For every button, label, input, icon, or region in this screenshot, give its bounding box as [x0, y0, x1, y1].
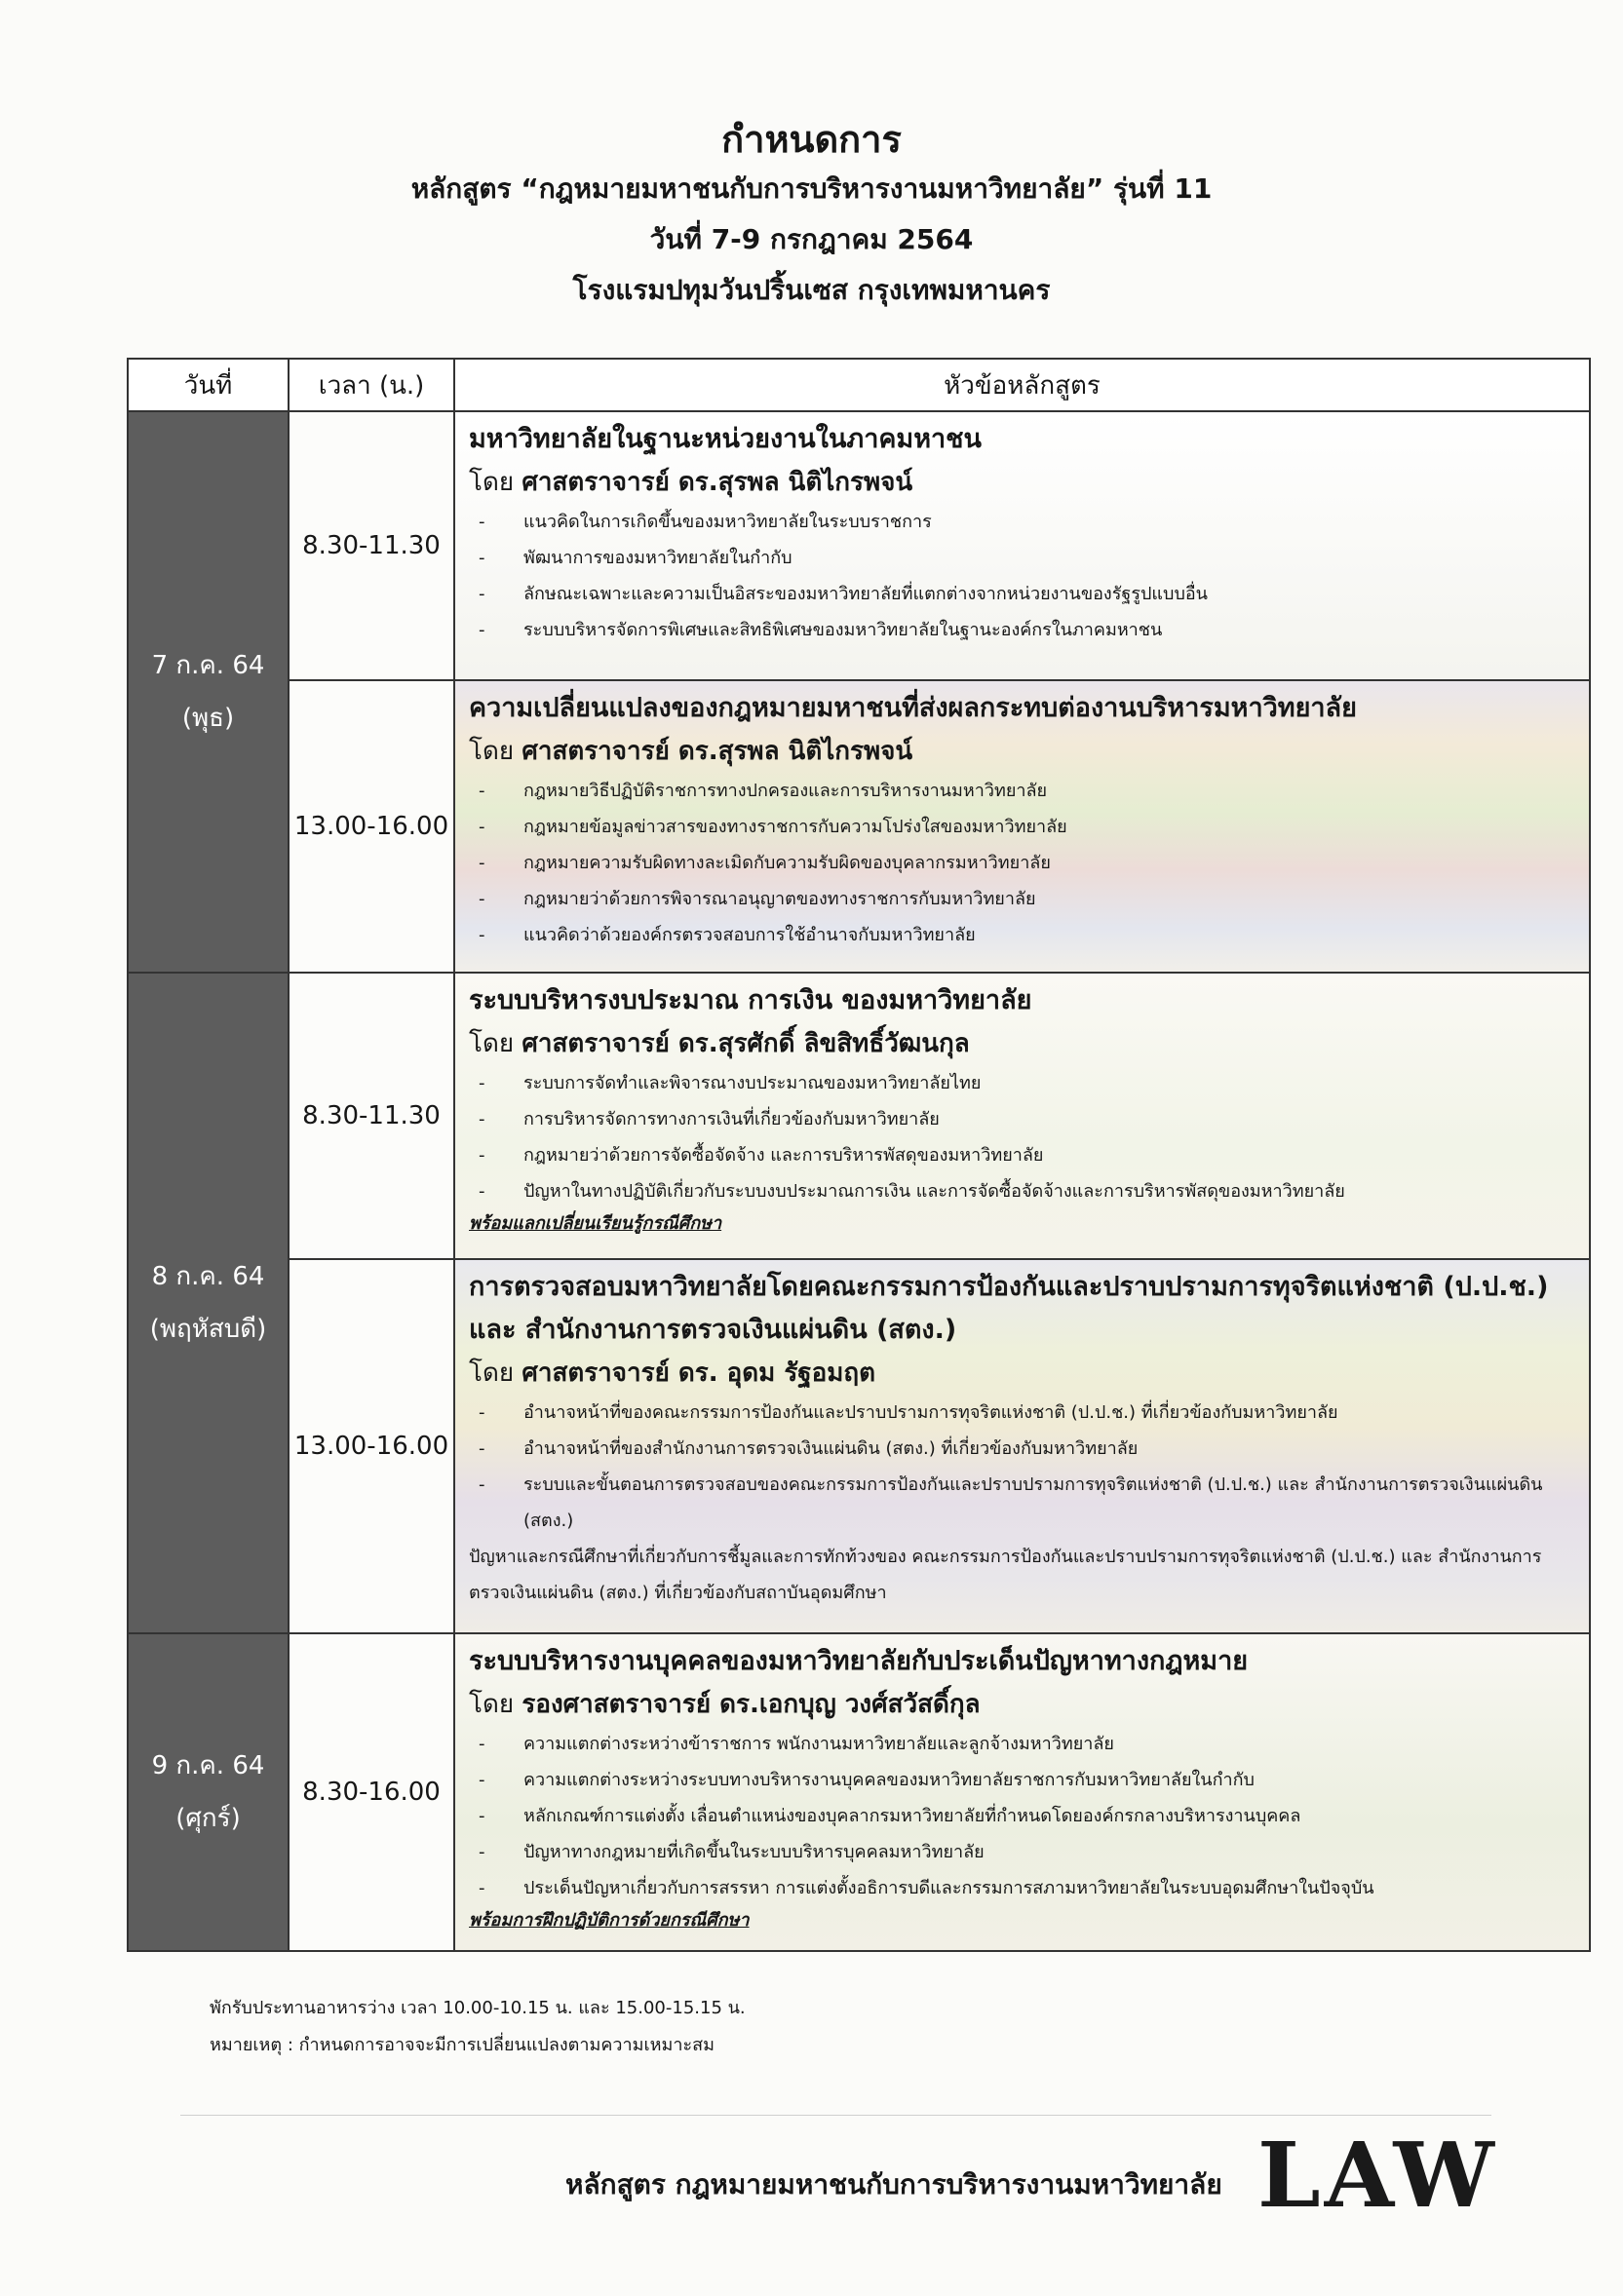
remark-note: หมายเหตุ : กำหนดการอาจจะมีการเปลี่ยนแปลงตามความเหมาะสม — [210, 2035, 715, 2055]
lecturer-name: ศาสตราจารย์ ดร. อุดม รัฐอมฤต — [522, 1358, 876, 1388]
topic-title: มหาวิทยาลัยในฐานะหน่วยงานในภาคมหาชน — [469, 424, 982, 454]
day-weekday: (พุธ) — [181, 704, 235, 733]
topic-title-line2: และ สำนักงานการตรวจเงินแผ่นดิน (สตง.) — [469, 1315, 957, 1345]
time-cell: 8.30-16.00 — [289, 1633, 454, 1951]
list-item: - กฎหมายความรับผิดทางละเมิดกับความรับผิดของบุคลากรมหาวิทยาลัย — [479, 845, 1575, 881]
break-note: พักรับประทานอาหารว่าง เวลา 10.00-10.15 น. และ 15.00-15.15 น. — [210, 1998, 746, 2018]
topic-title: ระบบบริหารงบประมาณ การเงิน ของมหาวิทยาลัย — [469, 985, 1032, 1015]
topic-cell — [454, 411, 1590, 680]
lecturer-name: ศาสตราจารย์ ดร.สุรพล นิติไกรพจน์ — [522, 468, 913, 497]
list-item: - พัฒนาการของมหาวิทยาลัยในกำกับ — [479, 540, 1575, 576]
topic-title: ความเปลี่ยนแปลงของกฎหมายมหาชนที่ส่งผลกระทบต่องานบริหารมหาวิทยาลัย — [469, 693, 1357, 723]
law-logo: LAW — [1257, 2123, 1498, 2228]
list-item: - อำนาจหน้าที่ของสำนักงานการตรวจเงินแผ่นดิน (สตง.) ที่เกี่ยวข้องกับมหาวิทยาลัย — [479, 1431, 1575, 1467]
session-extra: ปัญหาและกรณีศึกษาที่เกี่ยวกับการชี้มูลและการทักท้วงของ คณะกรรมการป้องกันและปราบปรามการทุจริตแห่งชาติ (ป.ป.ช.) และ สำนักงานการตรวจเงินแผ่นดิน (สตง.) ที่เกี่ยวข้องกับสถาบันอุดมศึกษา — [469, 1547, 1542, 1603]
lecturer-name: ศาสตราจารย์ ดร.สุรศักดิ์ ลิขสิทธิ์วัฒนกุล — [522, 1029, 970, 1058]
table-row — [128, 680, 1590, 973]
session-note: พร้อมการฝึกปฏิบัติการด้วยกรณีศึกษา — [469, 1910, 750, 1931]
list-item: - ปัญหาทางกฎหมายที่เกิดขึ้นในระบบบริหารบุคคลมหาวิทยาลัย — [479, 1834, 1575, 1870]
footer-course-name: หลักสูตร กฎหมายมหาชนกับการบริหารงานมหาวิทยาลัย — [565, 2168, 1222, 2200]
time-cell: 8.30-11.30 — [289, 973, 454, 1259]
header-day: วันที่ — [128, 359, 289, 411]
course-date: วันที่ 7-9 กรกฎาคม 2564 — [649, 223, 974, 255]
lecturer-line — [469, 730, 1575, 773]
list-item: - ระบบการจัดทำและพิจารณางบประมาณของมหาวิทยาลัยไทย — [479, 1065, 1575, 1101]
topic-cell — [454, 1633, 1590, 1951]
table-row — [128, 1259, 1590, 1633]
list-item: - แนวคิดว่าด้วยองค์กรตรวจสอบการใช้อำนาจกับมหาวิทยาลัย — [479, 917, 1575, 953]
list-item: - แนวคิดในการเกิดขึ้นของมหาวิทยาลัยในระบบราชการ — [479, 504, 1575, 540]
by-label: โดย — [469, 1690, 515, 1719]
topic-list — [469, 773, 1575, 953]
list-item: - ความแตกต่างระหว่างข้าราชการ พนักงานมหาวิทยาลัยและลูกจ้างมหาวิทยาลัย — [479, 1726, 1575, 1762]
topic-list — [469, 1395, 1575, 1539]
time-cell: 13.00-16.00 — [289, 1259, 454, 1633]
list-item: - กฎหมายข้อมูลข่าวสารของทางราชการกับความโปร่งใสของมหาวิทยาลัย — [479, 809, 1575, 845]
list-item: - กฎหมายวิธีปฏิบัติราชการทางปกครองและการบริหารงานมหาวิทยาลัย — [479, 773, 1575, 809]
table-row — [128, 973, 1590, 1259]
table-row — [128, 1633, 1590, 1951]
lecturer-line — [469, 1352, 1575, 1395]
course-venue: โรงแรมปทุมวันปริ้นเซส กรุงเทพมหานคร — [572, 274, 1051, 306]
lecturer-name: รองศาสตราจารย์ ดร.เอกบุญ วงศ์สวัสดิ์กุล — [522, 1690, 981, 1719]
footer-notes — [210, 1990, 746, 2064]
day-date: 9 ก.ค. 64 — [151, 1751, 265, 1780]
session-note: พร้อมแลกเปลี่ยนเรียนรู้กรณีศึกษา — [469, 1213, 722, 1234]
page-title: กำหนดการ — [721, 118, 902, 161]
topic-list — [469, 504, 1575, 648]
list-item: - ประเด็นปัญหาเกี่ยวกับการสรรหา การแต่งตั้งอธิการบดีและกรรมการสภามหาวิทยาลัยในระบบอุดมศึกษาในปัจจุบัน — [479, 1870, 1575, 1906]
list-item: - ความแตกต่างระหว่างระบบทางบริหารงานบุคคลของมหาวิทยาลัยราชการกับมหาวิทยาลัยในกำกับ — [479, 1762, 1575, 1798]
topic-title: ระบบบริหารงานบุคคลของมหาวิทยาลัยกับประเด็นปัญหาทางกฎหมาย — [469, 1646, 1249, 1676]
day-cell-1 — [128, 411, 289, 973]
list-item: - ระบบและขั้นตอนการตรวจสอบของคณะกรรมการป้องกันและปราบปรามการทุจริตแห่งชาติ (ป.ป.ช.) และ สำนักงานการตรวจเงินแผ่นดิน (สตง.) — [479, 1467, 1575, 1539]
topic-list — [469, 1726, 1575, 1906]
time-cell: 8.30-11.30 — [289, 411, 454, 680]
list-item: - ระบบบริหารจัดการพิเศษและสิทธิพิเศษของมหาวิทยาลัยในฐานะองค์กรในภาคมหาชน — [479, 612, 1575, 648]
by-label: โดย — [469, 1358, 515, 1388]
list-item: - กฎหมายว่าด้วยการพิจารณาอนุญาตของทางราชการกับมหาวิทยาลัย — [479, 881, 1575, 917]
time-cell: 13.00-16.00 — [289, 680, 454, 973]
by-label: โดย — [469, 737, 515, 766]
list-item: - หลักเกณฑ์การแต่งตั้ง เลื่อนตำแหน่งของบุคลากรมหาวิทยาลัยที่กำหนดโดยองค์กรกลางบริหารงานบุคคล — [479, 1798, 1575, 1834]
day-weekday: (ศุกร์) — [175, 1804, 241, 1833]
topic-list — [469, 1065, 1575, 1209]
table-header-row — [128, 359, 1590, 411]
list-item: - อำนาจหน้าที่ของคณะกรรมการป้องกันและปราบปรามการทุจริตแห่งชาติ (ป.ป.ช.) ที่เกี่ยวข้องกับมหาวิทยาลัย — [479, 1395, 1575, 1431]
topic-cell — [454, 973, 1590, 1259]
lecturer-line — [469, 1683, 1575, 1726]
day-date: 8 ก.ค. 64 — [151, 1262, 265, 1291]
course-title: หลักสูตร “กฎหมายมหาชนกับการบริหารงานมหาวิทยาลัย” รุ่นที่ 11 — [410, 172, 1213, 205]
list-item: - ลักษณะเฉพาะและความเป็นอิสระของมหาวิทยาลัยที่แตกต่างจากหน่วยงานของรัฐรูปแบบอื่น — [479, 576, 1575, 612]
lecturer-line — [469, 461, 1575, 504]
topic-cell — [454, 1259, 1590, 1633]
list-item: - กฎหมายว่าด้วยการจัดซื้อจัดจ้าง และการบริหารพัสดุของมหาวิทยาลัย — [479, 1137, 1575, 1173]
by-label: โดย — [469, 1029, 515, 1058]
by-label: โดย — [469, 468, 515, 497]
list-item: - การบริหารจัดการทางการเงินที่เกี่ยวข้องกับมหาวิทยาลัย — [479, 1101, 1575, 1137]
day-date: 7 ก.ค. 64 — [151, 651, 265, 680]
day-cell-3 — [128, 1633, 289, 1951]
list-item: - ปัญหาในทางปฏิบัติเกี่ยวกับระบบงบประมาณการเงิน และการจัดซื้อจัดจ้างและการบริหารพัสดุของมหาวิทยาลัย — [479, 1173, 1575, 1209]
footer-divider — [180, 2115, 1491, 2116]
table-row — [128, 411, 1590, 680]
document-header — [0, 115, 1623, 316]
topic-title: การตรวจสอบมหาวิทยาลัยโดยคณะกรรมการป้องกันและปราบปรามการทุจริตแห่งชาติ (ป.ป.ช.) — [469, 1272, 1549, 1302]
schedule-table — [127, 358, 1591, 1952]
day-weekday: (พฤหัสบดี) — [149, 1315, 267, 1344]
header-topic: หัวข้อหลักสูตร — [454, 359, 1590, 411]
topic-cell — [454, 680, 1590, 973]
header-time: เวลา (น.) — [289, 359, 454, 411]
lecturer-line — [469, 1022, 1575, 1065]
day-cell-2 — [128, 973, 289, 1633]
lecturer-name: ศาสตราจารย์ ดร.สุรพล นิติไกรพจน์ — [522, 737, 913, 766]
